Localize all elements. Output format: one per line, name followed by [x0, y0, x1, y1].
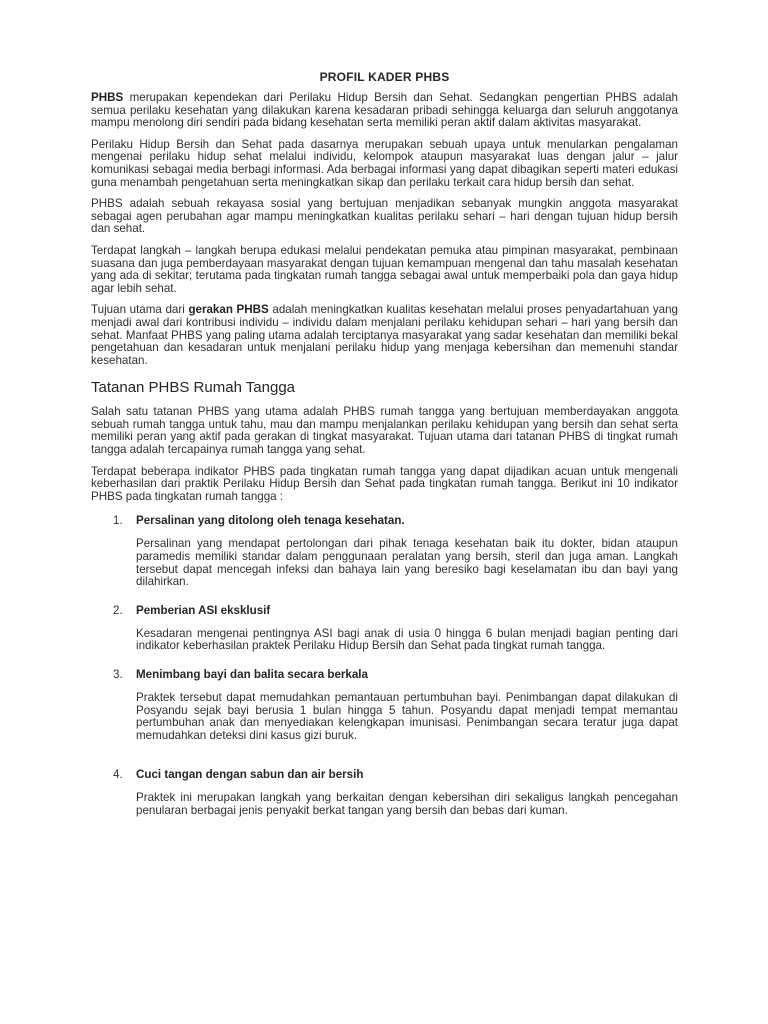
intro-paragraph-5: [91, 304, 678, 367]
document-content: [91, 70, 678, 833]
list-item-number: 3.: [113, 668, 123, 681]
list-item: [91, 514, 678, 588]
list-item-title: [91, 514, 678, 527]
gerakan-phbs-term: gerakan PHBS: [188, 303, 269, 317]
list-item-title: [91, 604, 678, 617]
intro-paragraph-5-post: adalah meningkatkan kualitas kesehatan melalui proses penyadartahuan yang menjadi awal dari kontribusi individu – individu dalam menjalani perilaku kehidupan sehari – hari yang bersih dan sehat. Manfaat PHBS yang paling utama adalah terciptanya masyarakat yang sadar kesehatan dan memiliki bekal pengetahuan dan kesadaran untuk menjalani perilaku hidup yang menjaga kebersihan dan memenuhi standar kesehatan.: [91, 303, 678, 367]
phbs-term: PHBS: [91, 91, 124, 104]
intro-paragraph-3: PHBS adalah sebuah rekayasa sosial yang bertujuan menjadikan sebanyak mungkin anggota masyarakat sebagai agen perubahan agar mampu meningkatkan kualitas perilaku sehari – hari dengan tujuan hidup bersih dan sehat.: [91, 197, 678, 236]
list-item-body: Praktek ini merupakan langkah yang berkaitan dengan kebersihan diri sekaligus langkah pencegahan penularan berbagai jenis penyakit berkat tangan yang bersih dan bebas dari kuman.: [136, 791, 678, 817]
list-item-title-text: Pemberian ASI eksklusif: [136, 603, 271, 617]
list-item-body: Persalinan yang mendapat pertolongan dari pihak tenaga kesehatan baik itu dokter, bidan ataupun paramedis memiliki standar dalam penggunaan peralatan yang bersih, steril dan juga aman. Langkah tersebut dapat mencegah infeksi dan bahaya lain yang beresiko bagi keselamatan ibu dan bayi yang dilahirkan.: [136, 537, 678, 589]
list-item-number: 1.: [113, 514, 123, 528]
list-item-body: Kesadaran mengenai pentingnya ASI bagi anak di usia 0 hingga 6 bulan menjadi bagian penting dari indikator keberhasilan praktek Perilaku Hidup Bersih dan Sehat pada tingkat rumah tangga.: [136, 626, 678, 653]
section-paragraph-1: Salah satu tatanan PHBS yang utama adalah PHBS rumah tangga yang bertujuan memberdayakan anggota sebuah rumah tangga untuk tahu, mau dan mampu menjalankan perilaku kehidupan yang bersih dan sehat serta memiliki peran yang aktif pada gerakan di tingkat masyarakat. Tujuan utama dari tatanan PHBS di tingkat rumah tangga adalah tercapainya rumah tangga yang sehat.: [91, 405, 678, 457]
section-paragraph-2: Terdapat beberapa indikator PHBS pada tingkatan rumah tangga yang dapat dijadikan acuan untuk mengenali keberhasilan dari praktik Perilaku Hidup Bersih dan Sehat pada tingkatan rumah tangga. Berikut ini 10 indikator PHBS pada tingkatan rumah tangga :: [91, 464, 678, 503]
list-item-title: [91, 768, 678, 781]
list-item: [91, 668, 678, 742]
list-item-number: 2.: [113, 603, 123, 617]
intro-paragraph-1-text: merupakan kependekan dari Perilaku Hidup Bersih dan Sehat. Sedangkan pengertian PHBS adalah semua perilaku kesehatan yang dilakukan karena kesadaran pribadi sehingga keluarga dan seluruh anggotanya mampu menolong diri sendiri pada bidang kesehatan serta memiliki peran aktif dalam aktivitas masyarakat.: [91, 91, 678, 130]
list-item-title-text: Cuci tangan dengan sabun dan air bersih: [136, 768, 364, 782]
document-title: PROFIL KADER PHBS: [319, 70, 450, 84]
section-heading: Tatanan PHBS Rumah Tangga: [91, 379, 296, 397]
list-item-title-text: Menimbang bayi dan balita secara berkala: [136, 668, 368, 681]
list-item-number: 4.: [113, 768, 123, 782]
list-item-body: Praktek tersebut dapat memudahkan pemantauan pertumbuhan bayi. Penimbangan dapat dilakukan di Posyandu sejak bayi berusia 1 bulan hingga 5 tahun. Posyandu dapat menjadi tempat memantau pertumbuhan anak dan menyediakan kelengkapan imunisasi. Penimbangan secara teratur juga dapat memudahkan deteksi dini kasus gizi buruk.: [136, 691, 678, 742]
intro-paragraph-1: [91, 92, 678, 130]
intro-paragraph-5-pre: Tujuan utama dari: [91, 303, 189, 317]
list-item-title-text: Persalinan yang ditolong oleh tenaga kesehatan.: [136, 514, 405, 528]
list-item: [91, 768, 678, 817]
list-item: [91, 604, 678, 653]
intro-paragraph-4: Terdapat langkah – langkah berupa edukasi melalui pendekatan pemuka atau pimpinan masyarakat, pembinaan suasana dan juga pemberdayaan masyarakat dengan tujuan kemampuan mengenal dan tahu masalah kesehatan yang ada di sekitar; terutama pada tingkatan rumah tangga sebagai awal untuk memperbaiki pola dan gaya hidup agar lebih sehat.: [91, 243, 678, 295]
intro-paragraph-2: Perilaku Hidup Bersih dan Sehat pada dasarnya merupakan sebuah upaya untuk menularkan pengalaman mengenai perilaku hidup sehat melalui individu, kelompok ataupun masyarakat luas dengan jalur – jalur komunikasi sebagai media berbagi informasi. Ada berbagai informasi yang dapat dibagikan seperti materi edukasi guna menambah pengetahuan serta meningkatkan sikap dan perilaku terkait cara hidup bersih dan sehat.: [91, 137, 678, 189]
list-item-title: [91, 668, 678, 681]
